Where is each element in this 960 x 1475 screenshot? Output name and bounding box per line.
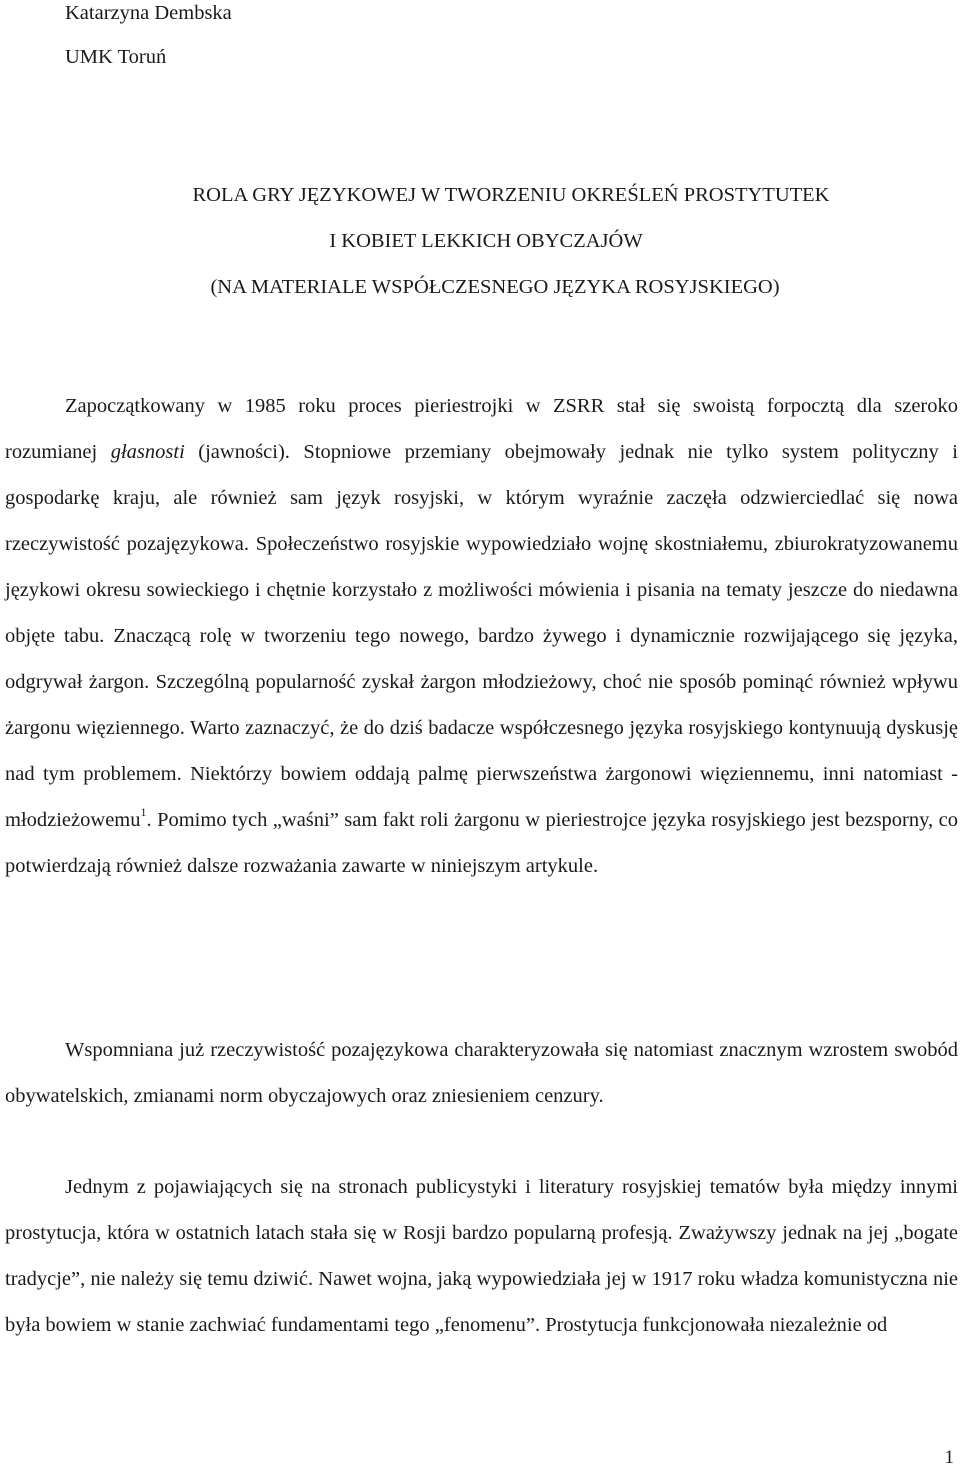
paragraph-1-text-a: Zapoczątkowany w 1985 roku proces pieriestrojki w ZSRR stał się swoistą forpocztą dla szeroko rozumianej — [5, 395, 958, 463]
author-name: Katarzyna Dembska — [65, 2, 232, 24]
footnote-marker[interactable]: 1 — [140, 805, 147, 820]
paragraph-1-text-b: (jawności). Stopniowe przemiany obejmowały jednak nie tylko system polityczny i gospodarkę kraju, ale również sam język rosyjski, w którym wyraźnie zaczęła odzwierciedlać się nowa rzeczywistość pozajęzykowa. Społeczeństwo rosyjskie wypowiedziało wojnę skostniałemu, zbiurokratyzowanemu językowi okresu sowieckiego i chętnie korzystało z możliwości mówienia i pisania na tematy jeszcze do niedawna objęte tabu. Znaczącą rolę w tworzeniu tego nowego, bardzo żywego i dynamicznie rozwijającego się języka, odgrywał żargon. Szczególną popularność zyskał żargon młodzieżowy, choć nie sposób pominąć również wpływu żargonu więziennego. Warto zaznaczyć, że do dziś badacze współczesnego języka rosyjskiego kontynuują dyskusję nad tym problemem. Niektórzy bowiem oddają palmę pierwszeństwa żargonowi więziennemu, inni natomiast - młodzieżowemu — [5, 441, 958, 831]
paragraph-1-text-c: . Pomimo tych „waśni” sam fakt roli żargonu w pieriestrojce języka rosyjskiego jest bezsporny, co potwierdzają również dalsze rozważania zawarte w niniejszym artykule. — [5, 809, 958, 877]
title-line-3: (NA MATERIALE WSPÓŁCZESNEGO JĘZYKA ROSYJSKIEGO) — [210, 276, 780, 298]
emphasized-term: głasnosti — [110, 441, 185, 463]
article-title — [0, 183, 960, 321]
title-line-1: ROLA GRY JĘZYKOWEJ W TWORZENIU OKREŚLEŃ PROSTYTUTEK — [192, 184, 830, 206]
author-affiliation: UMK Toruń — [65, 46, 167, 68]
paragraph-2: Wspomniana już rzeczywistość pozajęzykowa charakteryzowała się natomiast znacznym wzrostem swobód obywatelskich, zmianami norm obyczajowych oraz zniesieniem cenzury. — [5, 1039, 958, 1107]
page-number: 1 — [944, 1447, 954, 1468]
paragraph-1 — [5, 383, 958, 889]
title-line-2: I KOBIET LEKKICH OBYCZAJÓW — [329, 230, 643, 252]
paragraph-3: Jednym z pojawiających się na stronach publicystyki i literatury rosyjskiej tematów była między innymi prostytucja, która w ostatnich latach stała się w Rosji bardzo popularną profesją. Zważywszy jednak na jej „bogate tradycje”, nie należy się temu dziwić. Nawet wojna, jaką wypowiedziała jej w 1917 roku władza komunistyczna nie była bowiem w stanie zachwiać fundamentami tego „fenomenu”. Prostytucja funkcjonowała niezależnie od — [5, 1176, 958, 1336]
